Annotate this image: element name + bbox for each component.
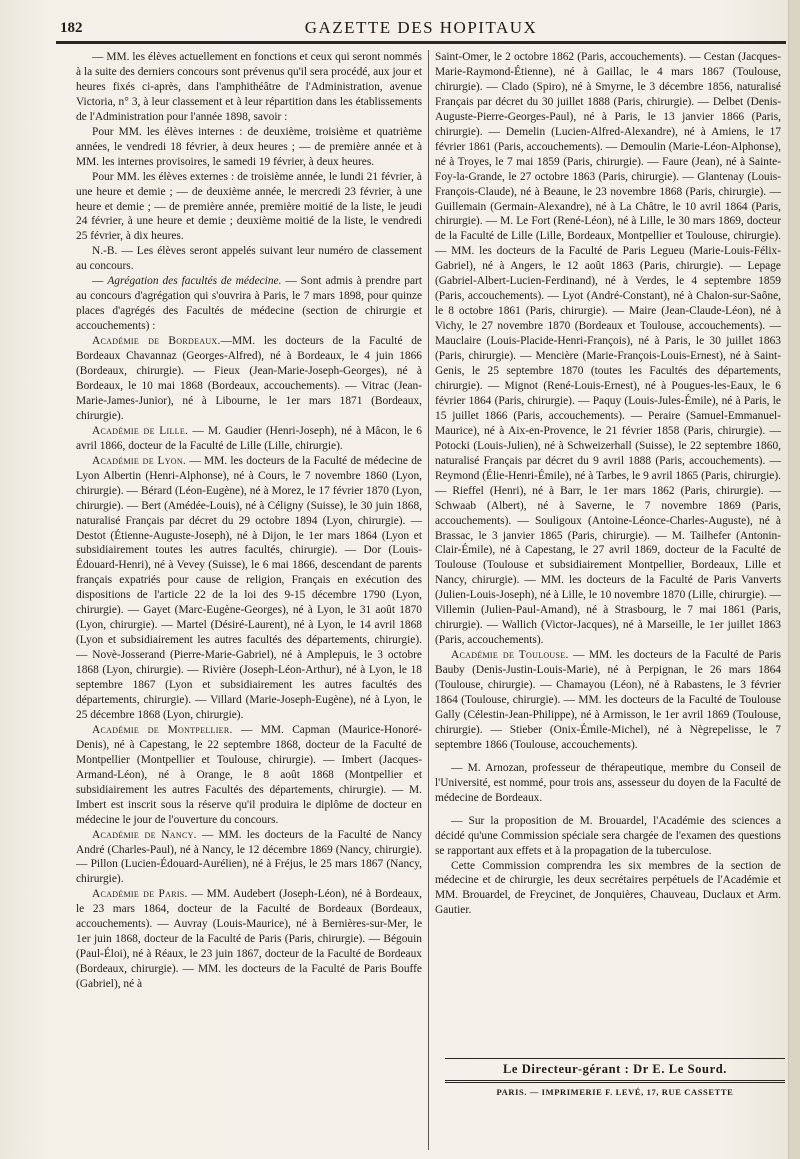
paragraph-text: Saint-Omer, le 2 octobre 1862 (Paris, accouchements). — Cestan (Jacques-Marie-Raymond-Étienne), né à Gaillac, le 4 mars 1867 (Toulouse, chirurgie). — Clado (Spiro), né à Smyrne, le 3 décembre 1856, naturalisé Français par décret du 30 juillet 1888 (Paris, chirurgie). — Delbet (Denis-Auguste-Pierre-Georges-Paul), né à Paris, le 13 janvier 1866 (Paris, chirurgie). — Demelin (Lucien-Alfred-Alexandre), né à Amiens, le 17 février 1861 (Paris, accouchements). — Demoulin (Marie-Léon-Alphonse), né à Troyes, le 7 mai 1859 (Paris, chirurgie). — Faure (Jean), né à Sainte-Foy-la-Grande, le 27 octobre 1863 (Paris, chirurgie). — Glantenay (Louis-François-Claude), né à Beaune, le 23 novembre 1868 (Paris, chirurgie). — Guillemain (Germain-Alexandre), né à La Châtre, le 10 avril 1864 (Paris, chirurgie). — M. Le Fort (René-Léon), né à Lille, le 30 mars 1869, docteur de la Faculté de Lille (Lille, Bordeaux, Montpellier et Toulouse, chirurgie). — MM. les docteurs de la Faculté de Paris Legueu (Marie-Louis-Félix-Gabriel), né à Angers, le 12 août 1863 (Paris, chirurgie). — Lepage (Gabriel-Albert-Lucien-Ferdinand), né à Verdes, le 4 septembre 1859 (Paris, accouchements). — Lyot (André-Constant), né à Chalon-sur-Saône, le 8 octobre 1861 (Paris, chirurgie). — Maire (Jean-Claude-Léon), né à Vichy, le 27 novembre 1870 (Bordeaux et Toulouse, accouchements). — Mauclaire (Louis-Placide-Henri-François), né à Paris, le 30 juillet 1863 (Paris, chirurgie). — Mencière (Marie-François-Louis-Ernest), né à Saint-Genis, le 25 septembre 1870 (toutes les Facultés des départements, chirurgie). — Mignot (René-Louis-Ernest), né à Pougues-les-Eaux, le 6 février 1864 (Paris, chirurgie). — Paquy (Louis-Jules-Émile), né à Paris, le 15 juillet 1866 (Paris, accouchements). — Peraire (Samuel-Emmanuel-Maurice), né à Aix-en-Provence, le 21 février 1858 (Paris, chirurgie). — Potocki (Louis-Julien), né à Schweizerhall (Suisse), le 22 septembre 1860, naturalisé Français par décret du 9 avril 1888 (Paris, accouchements). — Reymond (Élie-Henri-Émile), né à Tarbes, le 9 avril 1865 (Paris, chirurgie). — Rieffel (Henri), né à Barr, le 1er mars 1862 (Paris, chirurgie). — Schwaab (Albert), né à Saverne, le 7 novembre 1869 (Paris, accouchements). — Souligoux (Antoine-Léonce-Charles-Auguste), né à Brassac, le 3 janvier 1865 (Paris, chirurgie). — M. Tailhefer (Antonin-Clair-Émile), né à Capestang, le 27 avril 1869, docteur de la Faculté de Toulouse (Toulouse et subsidiairement Montpellier, Bordeaux, Lille et Nancy, chirurgie). — MM. les docteurs de la Faculté de Paris Vanverts (Julien-Louis-Joseph), né à Lille, le 10 novembre 1870 (Lille, chirurgie). — Villemin (Julien-Paul-Amand), né à Strasbourg, le 7 mai 1861 (Paris, chirurgie). — Wallich (Victor-Jacques), né à Marseille, le 1er juillet 1863 (Paris, accouchements). [435, 51, 781, 647]
paragraph [76, 170, 422, 245]
academy-heading: Académie de Bordeaux. [92, 335, 221, 348]
paragraph-text: Cette Commission comprendra les six membres de la section de médecine et de chirurgie, les deux secrétaires perpétuels de l'Académie et MM. Brouardel, de Freycinet, de Jonquières, Chauveau, Duclaux et Arm. Gautier. [435, 859, 781, 917]
footer-double-rule [445, 1080, 785, 1083]
paragraph [76, 887, 422, 992]
paragraph-text: N.-B. — Les élèves seront appelés suivant leur numéro de classement au concours. [76, 245, 422, 273]
paragraph [76, 454, 422, 723]
footer-rule [445, 1058, 785, 1059]
paragraph [76, 723, 422, 828]
paragraph [435, 761, 781, 806]
journal-title: GAZETTE DES HOPITAUX [304, 18, 538, 37]
paragraph-text: — MM. les docteurs de la Faculté de Nancy André (Charles-Paul), né à Nancy, le 12 décembre 1869 (Nancy, chirurgie). — Pillon (Lucien-Édouard-Aurélien), né à Fréjus, le 25 mars 1867 (Nancy, chirurgie). [76, 828, 423, 886]
paragraph [76, 50, 422, 125]
column-divider [428, 50, 429, 1150]
right-column [435, 50, 781, 918]
paragraph-text: Pour MM. les élèves internes : de deuxième, troisième et quatrième années, le vendredi 18 février, à deux heures ; — de première année et à MM. les internes provisoires, le samedi 19 février, à deux heures. [76, 125, 422, 168]
paragraph-text: — MM. Capman (Maurice-Honoré-Denis), né à Capestang, le 22 septembre 1868, docteur de la Faculté de Montpellier (Montpellier et Toulouse, chirurgie). — Imbert (Jacques-Armand-Léon), né à Orange, le 8 août 1868 (Montpellier et subsidiairement les autres Facultés des départements, chirurgie). — M. Imbert est inscrit sous la réserve qu'il produira le diplôme de docteur en médecine le jour de l'ouverture du concours. [76, 723, 422, 826]
paragraph [76, 424, 422, 454]
section-heading: Agrégation des facultés de médecine. [107, 275, 282, 288]
paragraph-text: — Sont admis à prendre part au concours d'agrégation qui s'ouvrira à Paris, le 7 mars 1898, pour quinze places d'agrégés des Facultés de médecine (section de chirurgie et accouchements) : [76, 275, 422, 333]
academy-heading: Académie de Montpellier. [92, 723, 233, 736]
paragraph-text: — M. Gaudier (Henri-Joseph), né à Mâcon, le 6 avril 1866, docteur de la Faculté de Lille (Lille, chirurgie). [76, 424, 422, 452]
paragraph-text: —MM. les docteurs de la Faculté de Bordeaux Chavannaz (Georges-Alfred), né à Bordeaux, le 4 juin 1866 (Bordeaux, chirurgie). — Fieux (Jean-Marie-Joseph-Georges), né à Bordeaux, le 10 mai 1868 (Bordeaux, accouchements). — Vitrac (Jean-Marie-James-Junior), né à Libourne, le 1er mars 1871 (Bordeaux, chirurgie). [76, 335, 422, 422]
academy-heading: Académie de Nancy. [92, 828, 197, 841]
paragraph [435, 50, 781, 648]
paragraph-text: — MM. les docteurs de la Faculté de Paris Bauby (Denis-Justin-Louis-Marie), né à Perpignan, le 26 mars 1864 (Toulouse, chirurgie). — Chamayou (Léon), né à Rabastens, le 3 février 1864 (Toulouse, chirurgie). — MM. les docteurs de la Faculté de Toulouse Gally (Célestin-Jean-Philippe), né à Armisson, le 1er avril 1869 (Toulouse, chirurgie). — Stieber (Onix-Émile-Michel), né à Nègrepelisse, le 7 septembre 1866 (Toulouse, accouchements). [435, 649, 781, 751]
page-number: 182 [60, 20, 83, 36]
page-header [56, 14, 786, 40]
paragraph-text: — Sur la proposition de M. Brouardel, l'Académie des sciences a décidé qu'une Commission spéciale sera chargée de l'examen des questions se rapportant aux effets et à la propagation de la tuberculose. [435, 814, 781, 857]
academy-heading: Académie de Lille. [92, 424, 189, 437]
paragraph-lead: — [92, 275, 108, 288]
paragraph-text: — MM. les élèves actuellement en fonctions et ceux qui seront nommés à la suite des derniers concours sont prévenus qu'il sera procédé, aux jour et heures fixés ci-après, dans l'amphithéâtre de l'Administration, avenue Victoria, n° 3, à leur classement et à leur répartition dans les établissements de l'Administration pour l'année 1898, savoir : [76, 51, 422, 123]
academy-heading: Académie de Lyon. [92, 454, 187, 467]
header-rule [56, 41, 786, 44]
paragraph [435, 814, 781, 859]
page-edge [788, 0, 800, 1159]
paragraph-text: — MM. les docteurs de la Faculté de médecine de Lyon Albertin (Henri-Alphonse), né à Cours, le 7 novembre 1860 (Lyon, chirurgie). — Bérard (Léon-Eugène), né à Morez, le 17 février 1870 (Lyon, chirurgie). — Bert (Amédée-Louis), né à Céligny (Suisse), le 30 juin 1868, naturalisé Français par décret du 29 octobre 1894 (Lyon, chirurgie). — Destot (Étienne-Auguste-Joseph), né à Dijon, le 1er mars 1864 (Lyon et subsidiairement toutes les autres facultés, chirurgie). — Dor (Louis-Édouard-Henri), né à Vevey (Suisse), le 6 mai 1866, descendant de parents français expatriés pour cause de religion, Français en exécution des dispositions de l'article 22 de la loi des 9-15 décembre 1790 (Lyon, chirurgie). — Gayet (Marc-Eugène-Georges), né à Lyon, le 31 août 1870 (Lyon, chirurgie). — Martel (Désiré-Laurent), né à Lyon, le 14 avril 1868 (Lyon et subsidiairement les autres facultés des départements, chirurgie). — Novè-Josserand (Pierre-Marie-Gabriel), né à Amplepuis, le 3 octobre 1868 (Lyon, chirurgie). — Rivière (Joseph-Léon-Arthur), né à Lyon, le 18 septembre 1867 (Lyon et subsidiairement les autres facultés des départements, chirurgie). — Villard (Marie-Joseph-Eugène), né à Lyon, le 25 décembre 1868 (Lyon, chirurgie). [76, 454, 422, 721]
printer-imprint: PARIS. — IMPRIMERIE F. LEVÉ, 17, RUE CASSETTE [496, 1087, 734, 1097]
paragraph [76, 828, 422, 888]
paragraph [76, 125, 422, 170]
paragraph-text: Pour MM. les élèves externes : de troisième année, le lundi 21 février, à une heure et demie ; — de deuxième année, le mercredi 23 février, à une heure et demie ; — de première année, première moitié de la liste, le jeudi 24 février, à une heure et demie ; deuxième moitié de la liste, le vendredi 25 février, à dix heures. [76, 170, 422, 243]
paragraph [76, 334, 422, 424]
paragraph-text: — M. Arnozan, professeur de thérapeutique, membre du Conseil de l'Université, est nommé, pour trois ans, assesseur du doyen de la Faculté de médecine de Bordeaux. [435, 761, 781, 804]
editor-signature: Le Directeur-gérant : Dr E. Le Sourd. [502, 1062, 727, 1076]
paragraph-text: — MM. Audebert (Joseph-Léon), né à Bordeaux, le 23 mars 1864, docteur de la Faculté de Bordeaux (Bordeaux, accouchements). — Auvray (Louis-Maurice), né à Bernières-sur-Mer, le 1er juin 1868, docteur de la Faculté de Paris (Paris, chirurgie). — Bégouin (Paul-Éloi), né à Réaux, le 23 juin 1867, docteur de la Faculté de Bordeaux (Bordeaux, chirurgie). — MM. les docteurs de la Faculté de Paris Bouffe (Gabriel), né à [76, 888, 422, 991]
academy-heading: Académie de Toulouse. [451, 649, 569, 662]
academy-heading: Académie de Paris. [92, 888, 188, 901]
paragraph [435, 648, 781, 753]
left-column [76, 50, 422, 992]
paragraph [76, 244, 422, 274]
paragraph [76, 274, 422, 334]
paragraph [435, 859, 781, 919]
